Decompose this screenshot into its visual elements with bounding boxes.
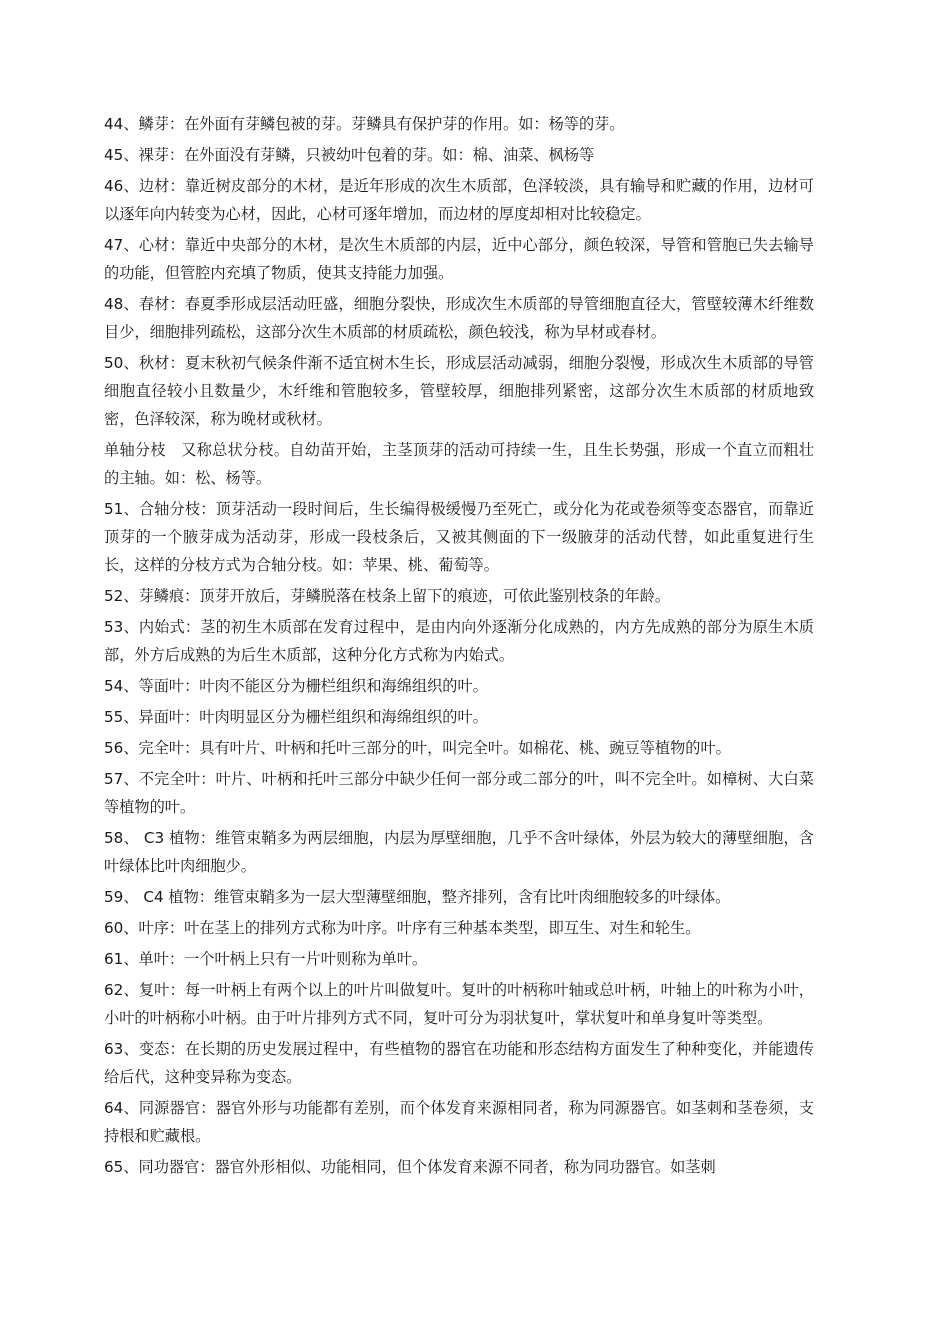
entry-65-analogous-organ: 65、同功器官：器官外形相似、功能相同，但个体发育来源不同者，称为同功器官。如茎刺 (104, 1158, 716, 1176)
entry-48-springwood: 48、春材：春夏季形成层活动旺盛，细胞分裂快，形成次生木质部的导管细胞直径大，管壁较薄木纤维数目少，细胞排列疏松，这部分次生木质部的材质疏松，颜色较浅，称为早材或春材。 (104, 295, 814, 341)
document-body (104, 110, 814, 1184)
entry-47-heartwood: 47、心材：靠近中央部分的木材，是次生木质部的内层，近中心部分，颜色较深，导管和管胞已失去输导的功能，但管腔内充填了物质，使其支持能力加强。 (104, 236, 814, 282)
entry-57-incomplete-leaf: 57、不完全叶：叶片、叶柄和托叶三部分中缺少任何一部分或二部分的叶，叫不完全叶。如樟树、大白菜等植物的叶。 (104, 770, 814, 816)
entry-51-sympodial-branching: 51、合轴分枝：顶芽活动一段时间后，生长编得极缓慢乃至死亡，或分化为花或卷须等变态器官，而靠近顶芽的一个腋芽成为活动芽，形成一段枝条后，又被其侧面的下一级腋芽的活动代替，如此重复进行生长，这样的分枝方式为合轴分枝。如：苹果、桃、葡萄等。 (104, 500, 814, 574)
entry-59-c4-plant: 59、 C4 植物：维管束鞘多为一层大型薄壁细胞，整齐排列，含有比叶肉细胞较多的叶绿体。 (104, 888, 731, 906)
entry-58-c3-plant: 58、 C3 植物：维管束鞘多为两层细胞，内层为厚壁细胞，几乎不含叶绿体，外层为较大的薄壁细胞，含叶绿体比叶肉细胞少。 (104, 829, 814, 875)
entry-62-compound-leaf: 62、复叶：每一叶柄上有两个以上的叶片叫做复叶。复叶的叶柄称叶轴或总叶柄，叶轴上的叶称为小叶，小叶的叶柄称小叶柄。由于叶片排列方式不同，复叶可分为羽状复叶，掌状复叶和单身复叶等类型。 (104, 981, 814, 1027)
entry-56-complete-leaf: 56、完全叶：具有叶片、叶柄和托叶三部分的叶，叫完全叶。如棉花、桃、豌豆等植物的叶。 (104, 739, 731, 757)
entry-60-phyllotaxy: 60、叶序：叶在茎上的排列方式称为叶序。叶序有三种基本类型，即互生、对生和轮生。 (104, 919, 701, 937)
entry-54-isobilateral-leaf: 54、等面叶：叶肉不能区分为栅栏组织和海绵组织的叶。 (104, 677, 488, 695)
entry-63-metamorphosis: 63、变态：在长期的历史发展过程中，有些植物的器官在功能和形态结构方面发生了种种变化，并能遗传给后代，这种变异称为变态。 (104, 1040, 814, 1086)
entry-55-dorsiventral-leaf: 55、异面叶：叶肉明显区分为栅栏组织和海绵组织的叶。 (104, 708, 488, 726)
entry-46-sapwood: 46、边材：靠近树皮部分的木材，是近年形成的次生木质部，色泽较淡，具有输导和贮藏的作用，边材可以逐年向内转变为心材，因此，心材可逐年增加，而边材的厚度却相对比较稳定。 (104, 177, 814, 223)
entry-53-endarch: 53、内始式：茎的初生木质部在发育过程中，是由内向外逐渐分化成熟的，内方先成熟的部分为原生木质部，外方后成熟的为后生木质部，这种分化方式称为内始式。 (104, 618, 814, 664)
entry-61-simple-leaf: 61、单叶：一个叶柄上只有一片叶则称为单叶。 (104, 950, 428, 968)
entry-44-bud-scale: 44、鳞芽：在外面有芽鳞包被的芽。芽鳞具有保护芽的作用。如：杨等的芽。 (104, 115, 625, 133)
entry-64-homologous-organ: 64、同源器官：器官外形与功能都有差别，而个体发育来源相同者，称为同源器官。如茎刺和茎卷须，支持根和贮藏根。 (104, 1099, 814, 1145)
entry-52-bud-scale-scar: 52、芽鳞痕：顶芽开放后，芽鳞脱落在枝条上留下的痕迹，可依此鉴别枝条的年龄。 (104, 587, 671, 605)
entry-50-autumnwood: 50、秋材：夏末秋初气候条件渐不适宜树木生长，形成层活动减弱，细胞分裂慢，形成次生木质部的导管细胞直径较小且数量少，木纤维和管胞较多，管壁较厚，细胞排列紧密，这部分次生木质部的材质地致密，色泽较深，称为晚材或秋材。 (104, 354, 814, 428)
entry-45-naked-bud: 45、裸芽：在外面没有芽鳞，只被幼叶包着的芽。如：棉、油菜、枫杨等 (104, 146, 595, 164)
entry-monopodial-branching: 单轴分枝 又称总状分枝。自幼苗开始，主茎顶芽的活动可持续一生，且生长势强，形成一个直立而粗壮的主轴。如：松、杨等。 (104, 441, 814, 487)
